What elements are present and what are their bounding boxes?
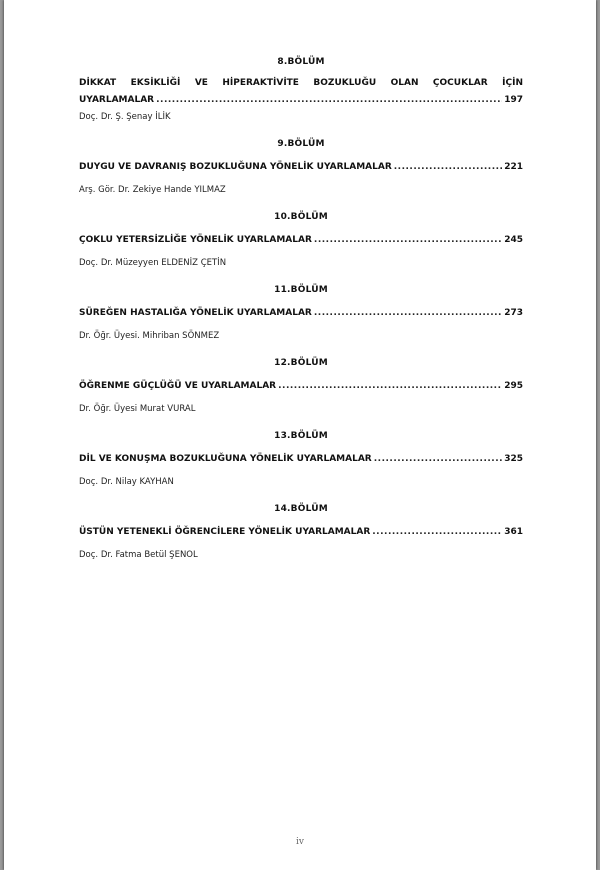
title-word: VE [194,78,208,88]
page-number: iv [296,837,304,847]
toc-entry[interactable] [79,454,523,464]
chapter-author: Dr. Öğr. Üyesi Murat VURAL [79,404,196,414]
dot-leader [314,235,502,245]
toc-page-number: 325 [504,454,523,464]
title-word: ÇOCUKLAR [432,78,488,88]
toc-entry-title: DUYGU VE DAVRANIŞ BOZUKLUĞUNA YÖNELİK UYARLAMALAR [79,162,392,172]
dot-leader [374,454,502,464]
toc-entry-title: ÜSTÜN YETENEKLİ ÖĞRENCİLERE YÖNELİK UYARLAMALAR [79,527,371,537]
chapter-number: 10.BÖLÜM [274,212,328,222]
chapter-number: 9.BÖLÜM [277,139,325,149]
toc-entry-title: DİL VE KONUŞMA BOZUKLUĞUNA YÖNELİK UYARLAMALAR [79,454,372,464]
title-word: HİPERAKTİVİTE [222,78,299,88]
toc-page-number: 361 [504,527,523,537]
chapter-number: 13.BÖLÜM [274,431,328,441]
dot-leader [156,95,502,105]
toc-page-number: 273 [504,308,523,318]
toc-entry-title: ÇOKLU YETERSİZLİĞE YÖNELİK UYARLAMALAR [79,235,312,245]
toc-entry-title: UYARLAMALAR [79,95,155,105]
toc-entry-title: SÜREĞEN HASTALIĞA YÖNELİK UYARLAMALAR [79,308,312,318]
title-word: DİKKAT [79,78,117,88]
toc-page-number: 221 [504,162,523,172]
chapter-author: Doç. Dr. Ş. Şenay İLİK [79,112,171,122]
toc-chapter-9 [79,139,523,195]
title-word: İÇİN [502,78,523,88]
chapter-number: 11.BÖLÜM [274,285,328,295]
toc-chapter-11 [79,285,523,341]
toc-entry-title-line [79,78,523,88]
toc-entry-title: ÖĞRENME GÜÇLÜĞÜ VE UYARLAMALAR [79,381,277,391]
title-word: BOZUKLUĞU [313,78,377,88]
chapter-number: 12.BÖLÜM [274,358,328,368]
toc-chapter-8 [79,57,523,122]
chapter-author: Arş. Gör. Dr. Zekiye Hande YILMAZ [79,185,226,195]
toc-chapter-13 [79,431,523,487]
document-page [4,0,596,870]
toc-chapter-14 [79,504,523,560]
toc-entry[interactable] [79,527,523,537]
chapter-number: 8.BÖLÜM [277,57,325,67]
chapter-author: Dr. Öğr. Üyesi. Mihriban SÖNMEZ [79,331,220,341]
toc-chapter-12 [79,358,523,414]
title-word: OLAN [390,78,419,88]
toc-page-number: 197 [504,95,523,105]
dot-leader [278,381,502,391]
toc-entry[interactable] [79,235,523,245]
chapter-number: 14.BÖLÜM [274,504,328,514]
dot-leader [314,308,502,318]
toc-page-number: 245 [504,235,523,245]
toc-entry[interactable] [79,95,523,105]
toc-entry[interactable] [79,308,523,318]
chapter-author: Doç. Dr. Fatma Betül ŞENOL [79,550,198,560]
chapter-author: Doç. Dr. Nilay KAYHAN [79,477,174,487]
toc-entry[interactable] [79,162,523,172]
toc-entry[interactable] [79,381,523,391]
toc-chapter-10 [79,212,523,268]
toc-page-number: 295 [504,381,523,391]
dot-leader [394,162,502,172]
title-word: EKSİKLİĞİ [130,78,181,88]
dot-leader [372,527,502,537]
chapter-author: Doç. Dr. Müzeyyen ELDENİZ ÇETİN [79,258,227,268]
